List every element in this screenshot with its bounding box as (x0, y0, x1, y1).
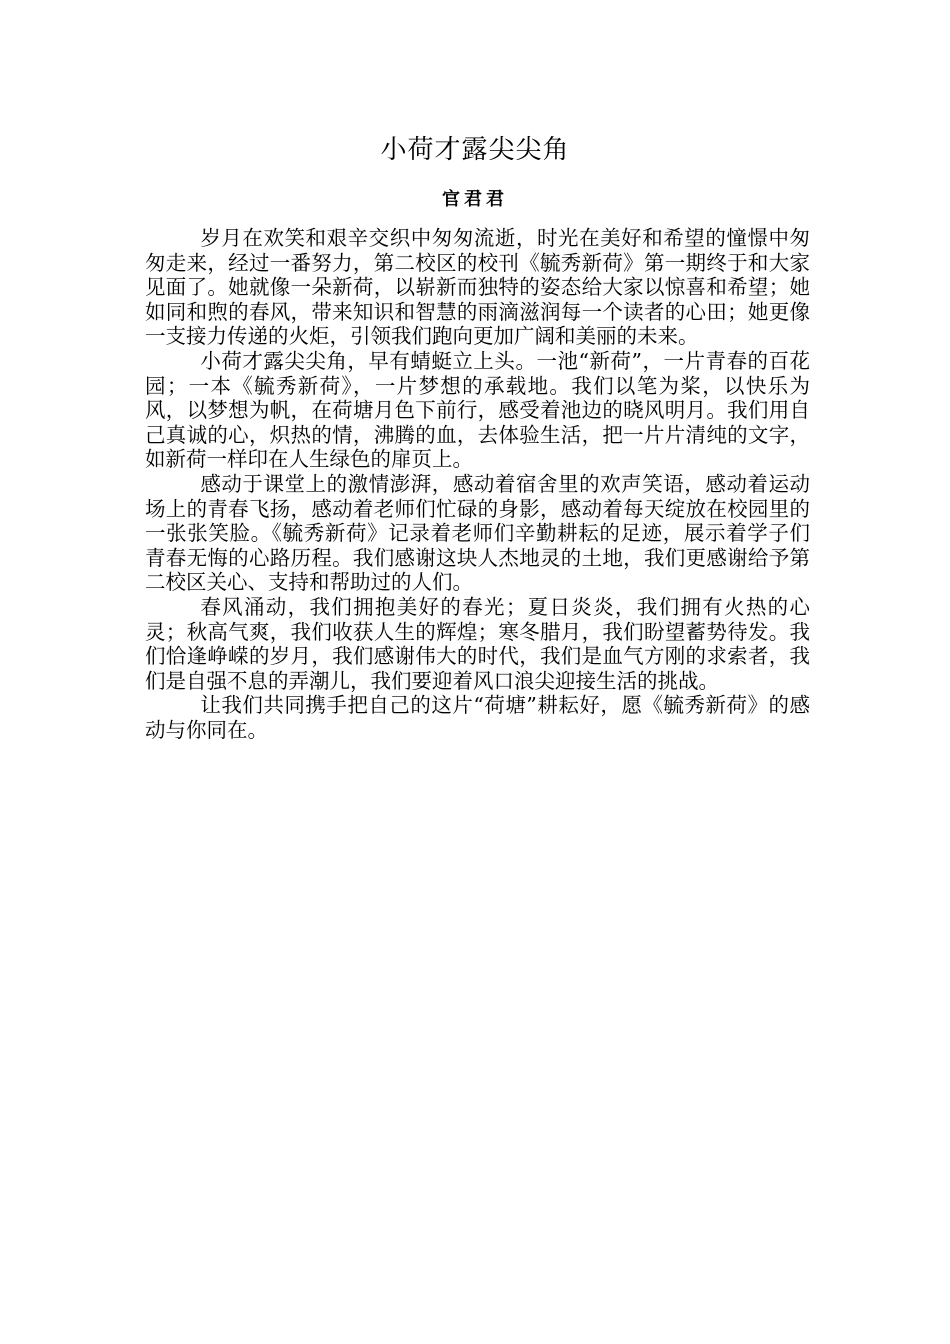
paragraph-1: 岁月在欢笑和艰辛交织中匆匆流逝，时光在美好和希望的憧憬中匆匆走来，经过一番努力，第二校区的校刊《毓秀新荷》第一期终于和大家见面了。她就像一朵新荷，以崭新而独特的姿态给大家以惊喜和希望；她如同和煦的春风，带来知识和智慧的雨滴滋润每一个读者的心田；她更像一支接力传递的火炬，引领我们跑向更加广阔和美丽的未来。 (145, 226, 810, 349)
paragraph-5: 让我们共同携手把自己的这片“荷塘”耕耘好，愿《毓秀新荷》的感动与你同在。 (145, 693, 810, 742)
paragraph-4: 春风涌动，我们拥抱美好的春光；夏日炎炎，我们拥有火热的心灵；秋高气爽，我们收获人生的辉煌；寒冬腊月，我们盼望蓄势待发。我们恰逢峥嵘的岁月，我们感谢伟大的时代，我们是血气方刚的求索者，我们是自强不息的弄潮儿，我们要迎着风口浪尖迎接生活的挑战。 (145, 594, 810, 693)
author-name: 官君君 (442, 189, 508, 210)
article-body (145, 226, 810, 742)
paragraph-3: 感动于课堂上的激情澎湃，感动着宿舍里的欢声笑语，感动着运动场上的青春飞扬，感动着老师们忙碌的身影，感动着每天绽放在校园里的一张张笑脸。《毓秀新荷》记录着老师们辛勤耕耘的足迹，展示着学子们青春无悔的心路历程。我们感谢这块人杰地灵的土地，我们更感谢给予第二校区关心、支持和帮助过的人们。 (145, 471, 810, 595)
page-title: 小荷才露尖尖角 (380, 135, 570, 165)
paragraph-2: 小荷才露尖尖角，早有蜻蜓立上头。一池“新荷”，一片青春的百花园；一本《毓秀新荷》，一片梦想的承载地。我们以笔为桨，以快乐为风，以梦想为帆，在荷塘月色下前行，感受着池边的晓风明月。我们用自己真诚的心，炽热的情，沸腾的血，去体验生活，把一片片清纯的文字，如新荷一样印在人生绿色的扉页上。 (145, 348, 810, 472)
